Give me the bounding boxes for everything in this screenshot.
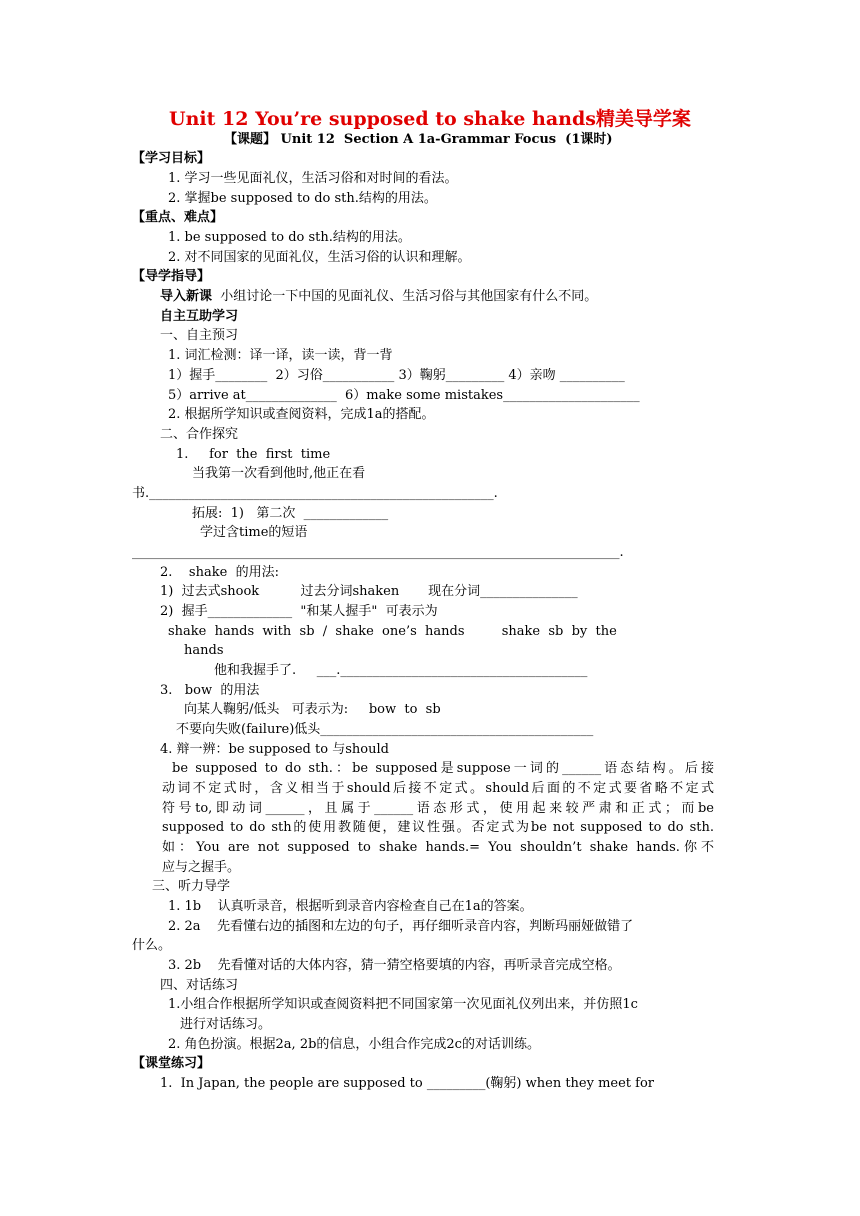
shake-expressions: shake hands with sb / shake one’s hands shake sb by the [168,624,617,639]
intro-label: 导入新课 [160,289,213,304]
listening-2a: 2. 2a 先看懂右边的插图和左边的句子，再仔细听录音内容，判断玛丽娅做错了 [168,919,634,934]
practice-question-1: 1. In Japan, the people are supposed to _________(鞠躬) when they meet for [160,1076,655,1091]
vocab-line-1: 1）握手________ 2）习俗___________ 3）鞠躬_________ 4）亲吻 __________ [168,368,625,383]
item-first-time: 1. for the first time [176,447,331,462]
compare-heading: 4. 辩一辨：be supposed to 与should [160,742,389,757]
dialogue-1-cont: 进行对话练习。 [180,1017,272,1032]
practice-heading: 【课堂练习】 [132,1056,211,1071]
vocab-instruction: 1. 词汇检测：译一译，读一读，背一背 [168,348,393,363]
dialogue-1: 1.小组合作根据所学知识或查阅资料把不同国家第一次见面礼仪列出来，并仿照1c [168,997,638,1012]
compare-para-line-2: 动词不定式时，含义相当于should后接不定式。should后面的不定式要省略不定式 [162,781,714,796]
goal-item-2: 2. 掌握be supposed to do sth.结构的用法。 [168,191,437,206]
compare-para-line-1: be supposed to do sth.：be supposed是suppose一词的______语态结构。后接 [172,761,714,776]
listening-2a-cont: 什么。 [132,938,172,953]
matching-instruction: 2. 根据所学知识或查阅资料，完成1a的搭配。 [168,407,435,422]
section-1-heading: 一、自主预习 [160,328,239,343]
listening-2b: 3. 2b 先看懂对话的大体内容，猜一猜空格要填的内容，再听录音完成空格。 [168,958,621,973]
shake-expressions-cont: hands [184,643,224,658]
section-3-heading: 三、听力导学 [152,879,231,894]
compare-para-line-4: supposed to do sth的使用教随便，建议性强。否定式为be not supposed to do sth. [162,820,714,835]
goals-heading: 【学习目标】 [132,151,211,166]
listening-1b: 1. 1b 认真听录音，根据听到录音内容检查自己在1a的答案。 [168,899,533,914]
key-item-1: 1. be supposed to do sth.结构的用法。 [168,230,411,245]
vocab-line-2: 5）arrive at______________ 6）make some mistakes_____________________ [168,388,640,403]
page-title: Unit 12 You’re supposed to shake hands精美导学案 [169,108,691,130]
key-item-2: 2. 对不同国家的见面礼仪，生活习俗的认识和理解。 [168,250,471,265]
shake-forms: 1) 过去式shook 过去分词shaken 现在分词_______________ [160,584,578,599]
intro-line [160,288,597,306]
item-first-time-blank: 书._____________________________________________________. [132,486,498,501]
goal-item-1: 1. 学习一些见面礼仪，生活习俗和对时间的看法。 [168,171,458,186]
keys-heading: 【重点、难点】 [132,210,224,225]
extension-time-phrases: 学过含time的短语 [200,525,308,540]
self-study-heading: 自主互助学习 [160,309,239,324]
guide-heading: 【导学指导】 [132,269,211,284]
item-first-time-example: 当我第一次看到他时,他正在看 [192,466,366,481]
compare-para-line-6: 应与之握手。 [162,860,241,875]
extension-line: 拓展: 1) 第二次 _____________ [192,506,389,521]
shake-translation: 他和我握手了. ___.______________________________________ [214,663,588,678]
bow-expression: 向某人鞠躬/低头 可表示为: bow to sb [184,702,441,717]
bow-heading: 3. bow 的用法 [160,683,260,698]
shake-heading: 2. shake 的用法: [160,565,279,580]
dialogue-2: 2. 角色扮演。根据2a, 2b的信息，小组合作完成2c的对话训练。 [168,1037,540,1052]
compare-para-line-3: 符号to,即动词______，且属于______语态形式，使用起来较严肃和正式；而be [162,801,714,816]
section-4-heading: 四、对话练习 [160,978,239,993]
compare-para-line-5: 如：You are not supposed to shake hands.= You shouldn’t shake hands.你不 [162,840,714,855]
section-2-heading: 二、合作探究 [160,427,239,442]
bow-translation: 不要向失败(failure)低头__________________________________________ [176,722,594,737]
intro-text: 小组讨论一下中国的见面礼仪、生活习俗与其他国家有什么不同。 [212,289,598,304]
shake-hands-line: 2) 握手_____________ "和某人握手" 可表示为 [160,604,438,619]
extension-blank: ___________________________________________________________________________. [132,545,624,560]
subtitle: 【课题】 Unit 12 Section A 1a-Grammar Focus (1课时) [224,132,613,147]
